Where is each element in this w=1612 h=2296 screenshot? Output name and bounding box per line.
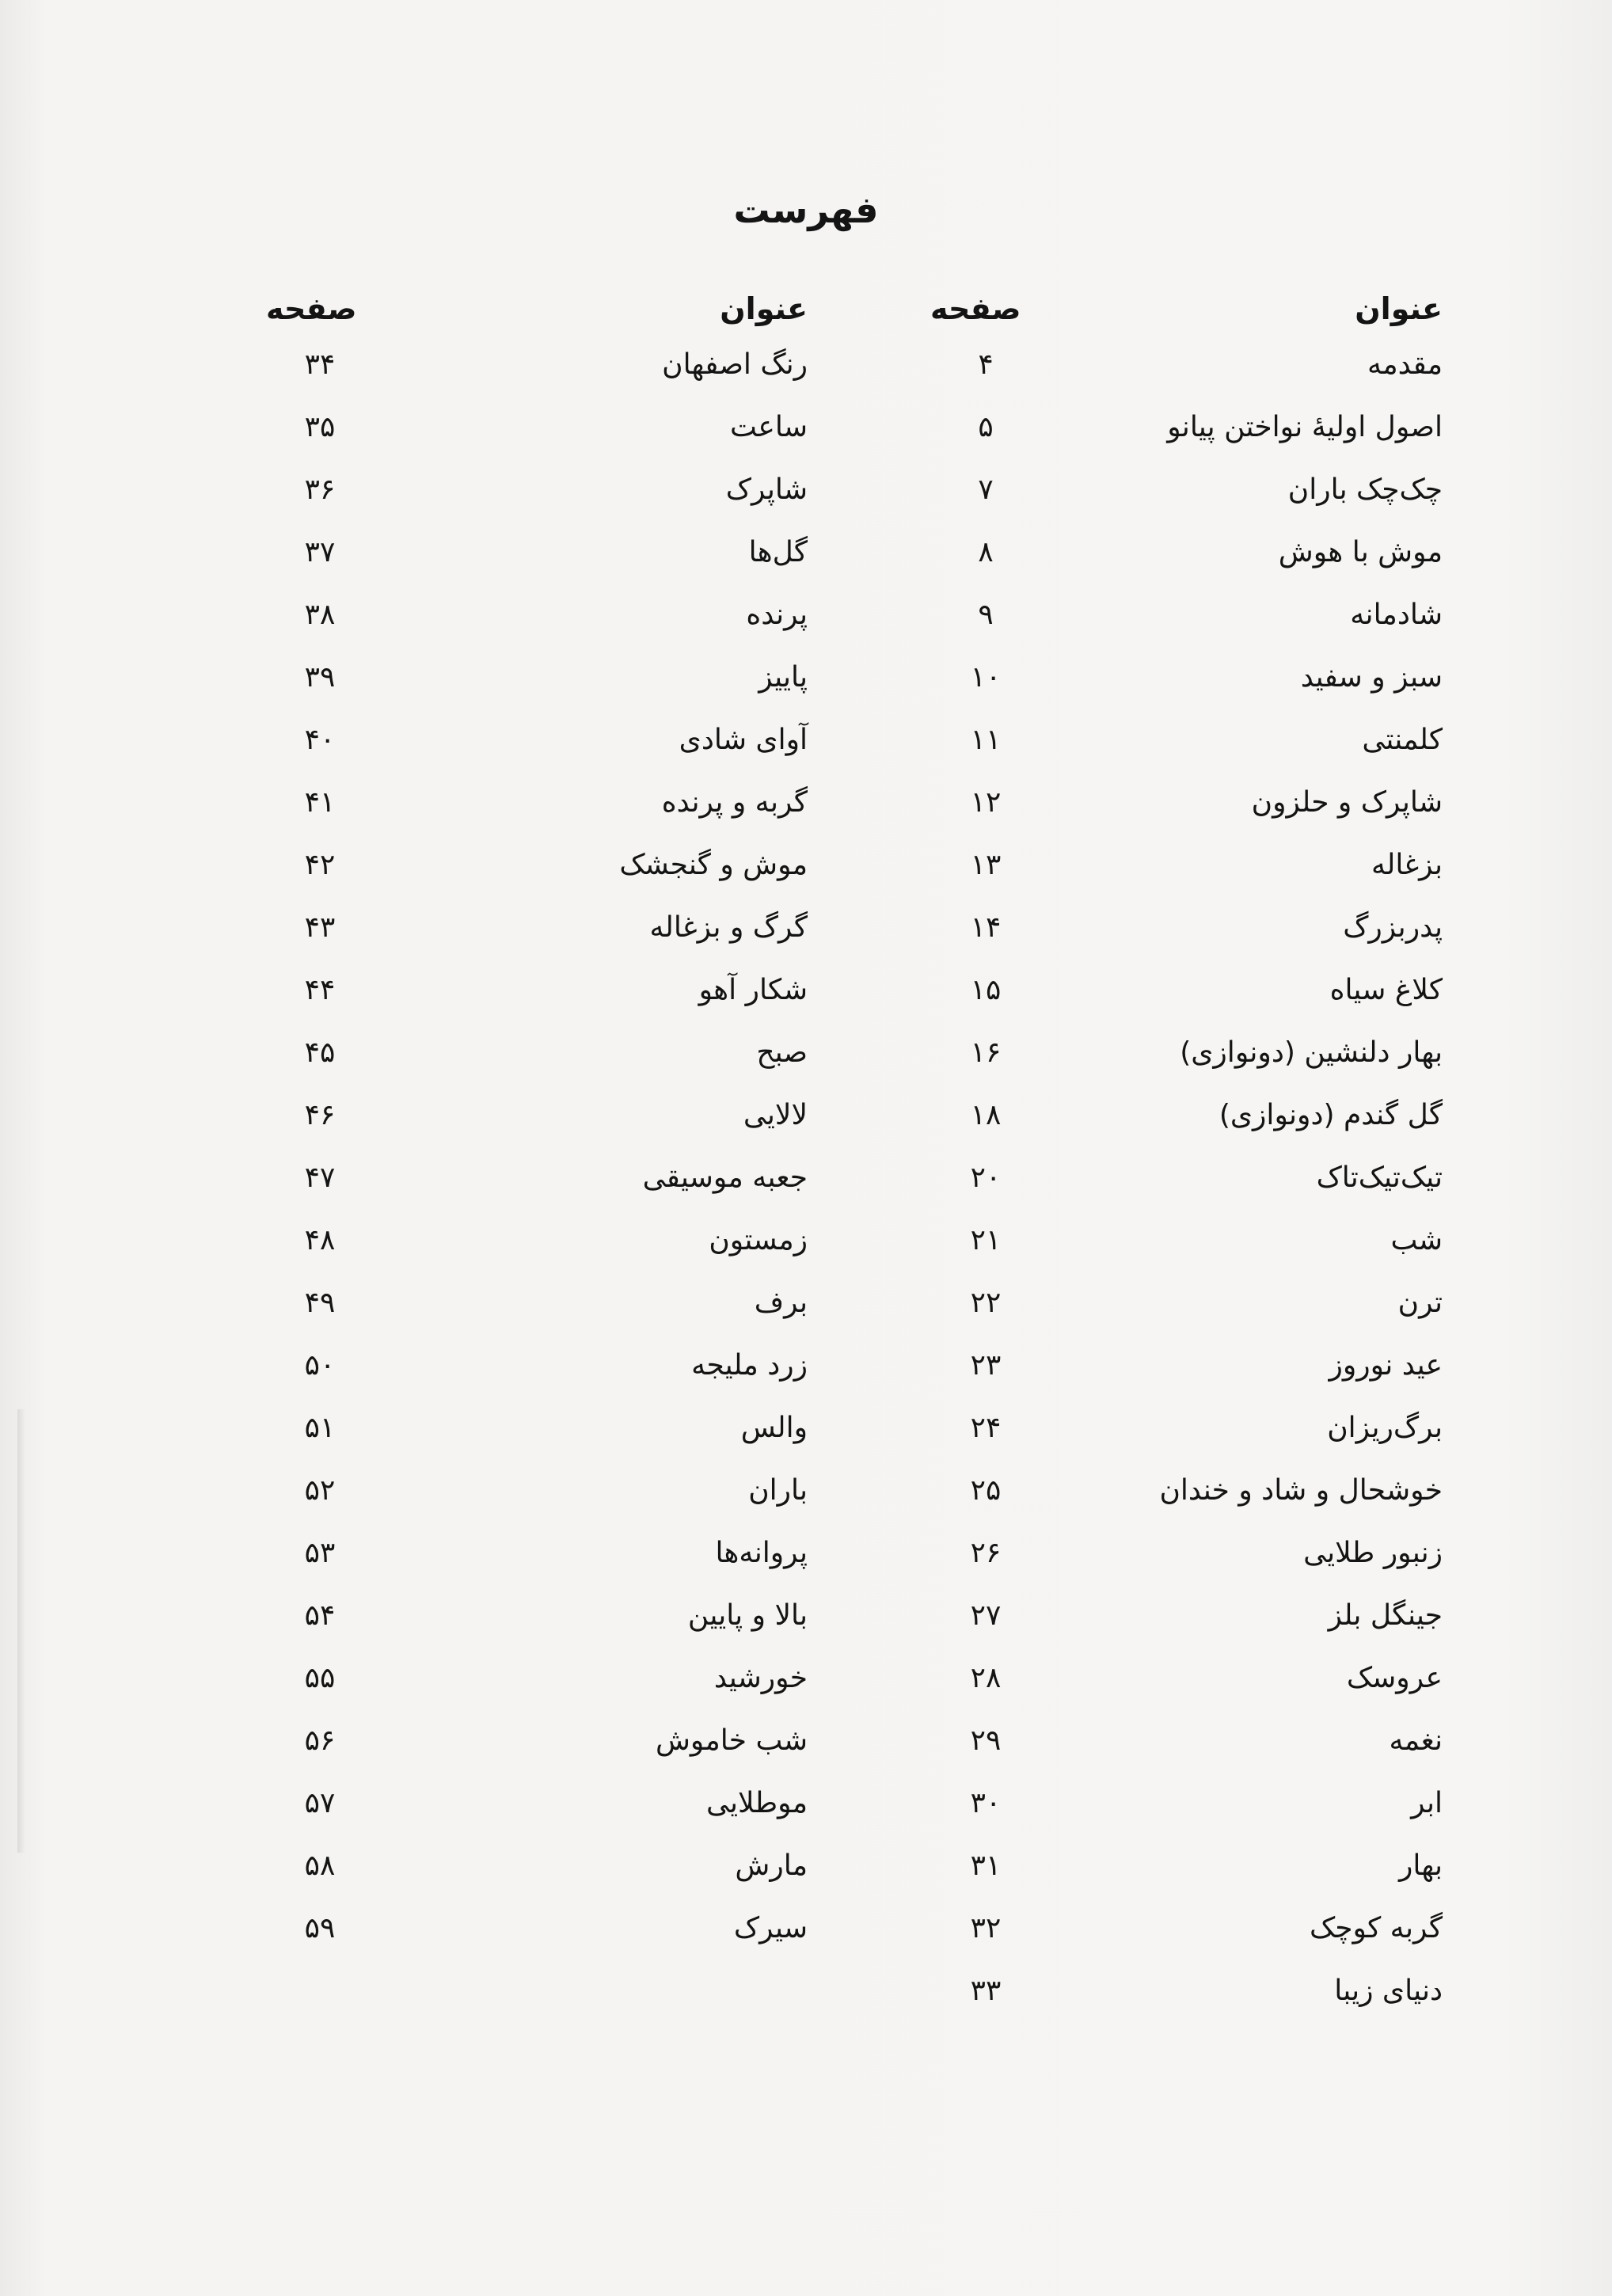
toc-entry [0, 1349, 1612, 1412]
toc-entry [0, 661, 1612, 724]
toc-entry-page: ۵۸ [304, 1849, 336, 1882]
toc-entry-title: شب خاموش [655, 1724, 808, 1757]
toc-entry-page: ۲۵ [970, 1474, 1002, 1507]
toc-entry [0, 1599, 1612, 1662]
toc-entry-page: ۴۸ [304, 1224, 336, 1256]
toc-entry [0, 1849, 1612, 1912]
toc-entry-page: ۱۳ [970, 849, 1002, 881]
toc-entry [0, 786, 1612, 849]
toc-entry-page: ۲۷ [970, 1599, 1002, 1632]
toc-entry-page: ۵۳ [304, 1537, 336, 1569]
toc-entry-title: گرگ و بزغاله [649, 911, 808, 944]
right-title-header: عنوان [1355, 291, 1443, 326]
toc-entry-title: گل گندم (دونوازی) [1219, 1099, 1443, 1131]
toc-entry-title: شب [1390, 1224, 1443, 1256]
toc-entry-title: گربه و پرنده [661, 786, 808, 819]
toc-entry-title: اصول اولیهٔ نواختن پیانو [1167, 411, 1443, 443]
toc-entry-page: ۱۲ [970, 786, 1002, 819]
toc-entry-page: ۱۸ [970, 1099, 1002, 1131]
toc-entry-title: والس [740, 1412, 808, 1444]
toc-entry-title: مارش [735, 1849, 808, 1882]
toc-entry-page: ۲۸ [970, 1662, 1002, 1694]
toc-entry-page: ۵۶ [304, 1724, 336, 1757]
toc-entry-page: ۲۱ [970, 1224, 1002, 1256]
toc-entry-title: خورشید [713, 1662, 808, 1694]
toc-entry-title: شاپرک و حلزون [1251, 786, 1443, 819]
toc-entry-title: جینگل بلز [1328, 1599, 1443, 1632]
toc-entry-title: زنبور طلایی [1303, 1537, 1443, 1569]
toc-entry-page: ۲۹ [970, 1724, 1002, 1757]
toc-entry [0, 1724, 1612, 1787]
toc-entry-title: زمستون [709, 1224, 808, 1256]
toc-entry-page: ۵۲ [304, 1474, 336, 1507]
toc-entry-page: ۸ [978, 536, 994, 568]
toc-entry-title: شکار آهو [698, 974, 808, 1006]
toc-entry-title: موطلایی [705, 1787, 808, 1819]
toc-entry-page: ۴۲ [304, 849, 336, 881]
toc-entry-page: ۳۱ [970, 1849, 1002, 1882]
toc-entry-page: ۵۱ [304, 1412, 336, 1444]
toc-entry-page: ۴۴ [304, 974, 336, 1006]
toc-entry-title: صبح [756, 1036, 808, 1069]
toc-entry-title: رنگ اصفهان [662, 348, 808, 381]
toc-entry-title: سبز و سفید [1300, 661, 1443, 694]
toc-entry [0, 911, 1612, 974]
toc-entry-page: ۱۱ [970, 724, 1002, 756]
toc-entry [0, 1224, 1612, 1287]
left-page-header: صفحه [266, 291, 357, 326]
right-page-header: صفحه [930, 291, 1021, 326]
toc-entry-title: خوشحال و شاد و خندان [1159, 1474, 1443, 1507]
toc-entry-title: بهار دلنشین (دونوازی) [1180, 1036, 1443, 1069]
toc-entry-page: ۴۳ [304, 911, 336, 944]
toc-entry-page: ۴۱ [304, 786, 336, 819]
toc-entry-page: ۲۲ [970, 1287, 1002, 1319]
toc-entry-page: ۲۶ [970, 1537, 1002, 1569]
toc-entry-page: ۴۷ [304, 1161, 336, 1194]
toc-entry-page: ۵۴ [304, 1599, 336, 1632]
toc-entry [0, 1099, 1612, 1161]
toc-entry-title: ترن [1397, 1287, 1443, 1319]
toc-entry [0, 473, 1612, 536]
toc-entry-page: ۵ [978, 411, 994, 443]
toc-entry-title: موش با هوش [1278, 536, 1443, 568]
toc-entry-title: دنیای زیبا [1334, 1975, 1443, 2007]
toc-entry-title: کلاغ سیاه [1329, 974, 1443, 1006]
toc-entry-page: ۳۰ [970, 1787, 1002, 1819]
toc-entry [0, 1537, 1612, 1599]
toc-entry-page: ۱۰ [970, 661, 1002, 694]
toc-entry-title: گل‌ها [748, 536, 808, 568]
toc-entry [0, 411, 1612, 473]
toc-entry-page: ۲۴ [970, 1412, 1002, 1444]
toc-entry-title: بالا و پایین [687, 1599, 808, 1632]
toc-entry-page: ۹ [978, 599, 994, 631]
toc-entry-title: موش و گنجشک [619, 849, 808, 881]
toc-entry-title: ابر [1411, 1787, 1443, 1819]
toc-entry-title: پرنده [746, 599, 808, 631]
toc-entry-page: ۱۶ [970, 1036, 1002, 1069]
toc-entry [0, 599, 1612, 661]
toc-entry-title: بهار [1399, 1849, 1443, 1882]
toc-entry-page: ۴ [978, 348, 994, 381]
toc-entry-page: ۳۴ [304, 348, 336, 381]
toc-entry-page: ۳۳ [970, 1975, 1002, 2007]
toc-entry [0, 348, 1612, 411]
toc-entry [0, 724, 1612, 786]
toc-entry-title: شادمانه [1350, 599, 1443, 631]
toc-entry-page: ۲۳ [970, 1349, 1002, 1382]
toc-entry-title: لالایی [743, 1099, 808, 1131]
toc-entry-page: ۴۶ [304, 1099, 336, 1131]
toc-entry-title: چک‌چک باران [1287, 473, 1443, 506]
toc-entry-page: ۱۴ [970, 911, 1002, 944]
toc-entry-title: سیرک [733, 1912, 808, 1944]
toc-entry-page: ۲۰ [970, 1161, 1002, 1194]
toc-entry-page: ۳۵ [304, 411, 336, 443]
toc-entry-page: ۵۵ [304, 1662, 336, 1694]
toc-entry-page: ۳۷ [304, 536, 336, 568]
toc-entry-title: ساعت [730, 411, 808, 443]
toc-entry [0, 536, 1612, 599]
toc-entry-title: زرد ملیجه [691, 1349, 808, 1382]
toc-entry-title: کلمنتی [1362, 724, 1443, 756]
toc-entry-title: جعبه موسیقی [642, 1161, 808, 1194]
toc-entry-page: ۵۹ [304, 1912, 336, 1944]
toc-entry-page: ۱۵ [970, 974, 1002, 1006]
toc-entry-page: ۴۹ [304, 1287, 336, 1319]
toc-entry-page: ۳۸ [304, 599, 336, 631]
toc-entry [0, 1975, 1612, 2037]
toc-entry-title: بزغاله [1371, 849, 1443, 881]
toc-entry-page: ۷ [978, 473, 994, 506]
toc-entry-title: تیک‌تیک‌تاک [1316, 1161, 1443, 1194]
toc-entry-title: نغمه [1389, 1724, 1443, 1757]
toc-entry-page: ۵۷ [304, 1787, 336, 1819]
toc-entry-title: باران [748, 1474, 808, 1507]
toc-entry [0, 974, 1612, 1036]
toc-entry [0, 1287, 1612, 1349]
toc-entry-title: شاپرک [725, 473, 808, 506]
toc-entry [0, 1912, 1612, 1975]
toc-entry-page: ۳۲ [970, 1912, 1002, 1944]
toc-entry [0, 1474, 1612, 1537]
toc-entry [0, 849, 1612, 911]
toc-entry-title: برف [754, 1287, 808, 1319]
toc-entry-page: ۵۰ [304, 1349, 336, 1382]
page-title: فهرست [733, 188, 879, 231]
left-title-header: عنوان [720, 291, 808, 326]
toc-entry-page: ۳۹ [304, 661, 336, 694]
toc-entry-title: مقدمه [1367, 348, 1443, 381]
toc-entry [0, 1787, 1612, 1849]
toc-entry-page: ۴۵ [304, 1036, 336, 1069]
toc-entry-title: عروسک [1346, 1662, 1443, 1694]
toc-entry [0, 1036, 1612, 1099]
toc-entry-title: گربه کوچک [1310, 1912, 1443, 1944]
toc-entry-title: پروانه‌ها [715, 1537, 808, 1569]
toc-entry [0, 1412, 1612, 1474]
toc-entry-title: پدربزرگ [1343, 911, 1443, 944]
toc-entry-page: ۴۰ [304, 724, 336, 756]
toc-left-column [0, 348, 1612, 1975]
toc-entry-title: آوای شادی [679, 724, 808, 756]
toc-entry-title: برگ‌ریزان [1327, 1412, 1443, 1444]
toc-entry [0, 1161, 1612, 1224]
toc-entry [0, 1662, 1612, 1724]
toc-entry-title: عید نوروز [1329, 1349, 1443, 1382]
toc-entry-page: ۳۶ [304, 473, 336, 506]
toc-entry-title: پاییز [758, 661, 808, 694]
